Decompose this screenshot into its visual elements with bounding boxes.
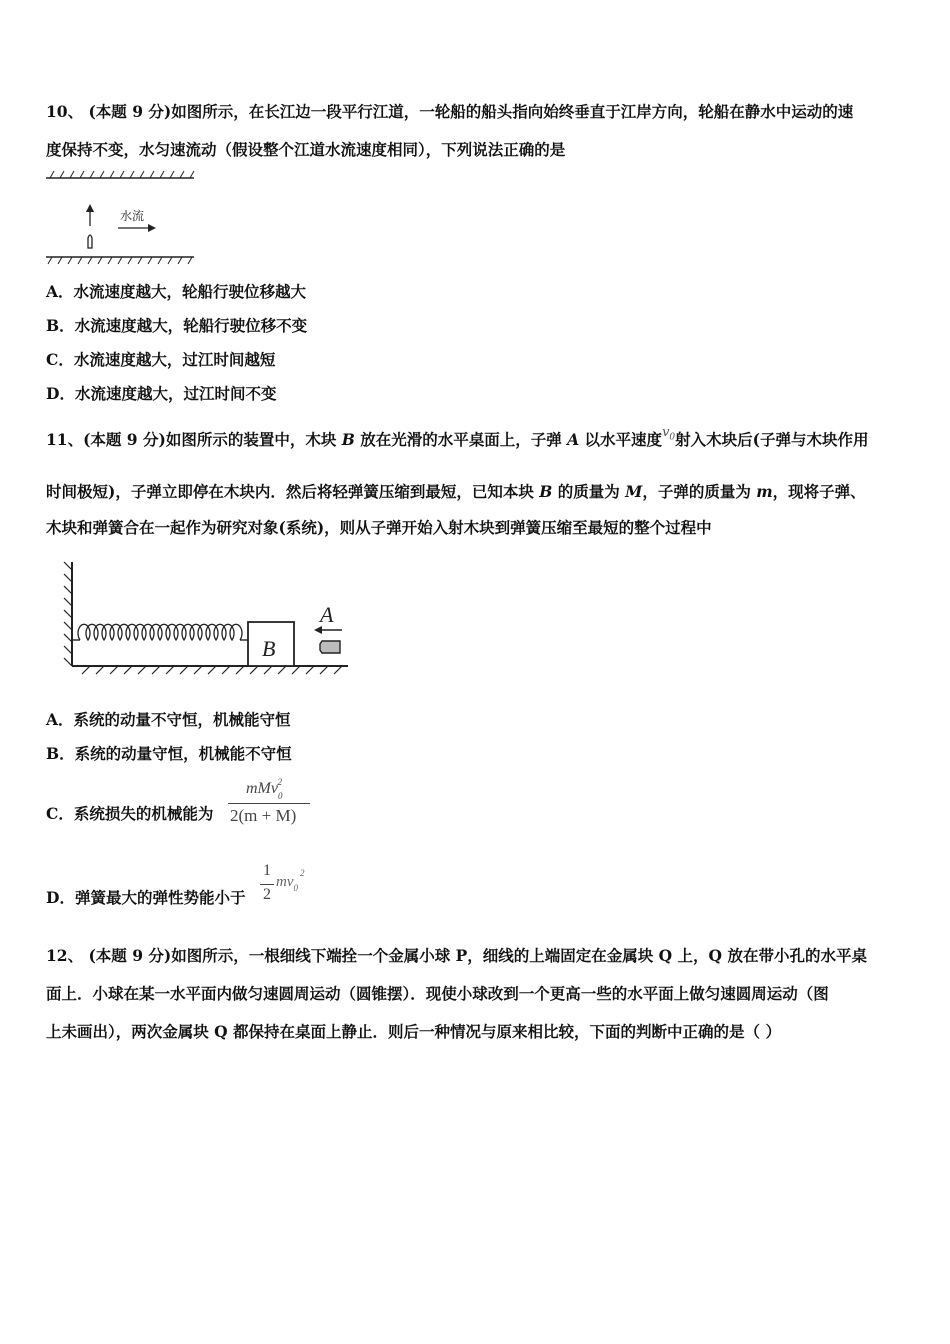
frac-d-expr [276,868,305,893]
frac-d-sub: 0 [293,883,298,893]
q11-v0: v [662,425,670,440]
q11-var-a: A [567,430,580,449]
q11-line-1-b: 放在光滑的水平桌面上，子弹 [354,430,568,449]
q12-line-1: 12、 (本题 9 分)如图所示，一根细线下端拴一个金属小球 P，细线的上端固定在金属块 Q 上，Q 放在带小孔的水平桌 [46,946,867,965]
q11-line-1 [46,425,869,457]
frac-d-numerator: 1 [263,862,271,879]
q11-line-3: 木块和弹簧合在一起作为研究对象(系统)，则从子弹开始入射木块到弹簧压缩至最短的整个过程中 [46,518,712,537]
q12-line-3: 上未画出），两次金属块 Q 都保持在桌面上静止．则后一种情况与原来相比较，下面的判断中正确的是（ ） [46,1022,781,1041]
q11-line-2-c: ，子弹的质量为 [642,482,757,501]
frac-c-num-text: mMv [246,780,278,797]
q10-option-c: C．水流速度越大，过江时间越短 [46,350,276,369]
q10-option-b: B．水流速度越大，轮船行驶位移不变 [46,316,308,335]
q11-line-2-a: 时间极短)，子弹立即停在木块内．然后将轻弹簧压缩到最短，已知本块 [46,482,540,501]
q11-var-m: m [756,482,773,501]
frac-d-bar [260,884,274,885]
block-b-label: B [262,636,276,661]
q10-option-d: D．水流速度越大，过江时间不变 [46,384,277,403]
q11-option-c: C．系统损失的机械能为 [46,804,214,823]
frac-c-num-sup: 2 [277,777,282,787]
q11-line-2-b: 的质量为 [552,482,626,501]
q11-option-a: A．系统的动量不守恒，机械能守恒 [46,710,291,729]
q11-line-1-a: 11、(本题 9 分)如图所示的装置中，木块 [46,430,342,449]
q12-line-2: 面上．小球在某一水平面内做匀速圆周运动（圆锥摆）．现使小球改到一个更高一些的水平面上做匀速圆周运动（图 [46,984,829,1003]
q11-var-b: B [341,430,355,449]
q10-line-1: 10、 (本题 9 分)如图所示，在长江边一段平行江道，一轮船的船头指向始终垂直于江岸方向，轮船在静水中运动的速 [46,102,854,121]
q11-line-1-d: 射入木块后(子弹与木块作用 [675,430,869,449]
q11-option-c-fraction [228,777,312,828]
q11-var-M: M [625,482,643,501]
q11-figure-spring-block [58,560,358,680]
q10-option-a: A．水流速度越大，轮船行驶位移越大 [46,282,307,301]
q10-figure-river [46,168,206,268]
frac-d-expr-text: mv [276,874,294,890]
q11-line-2-d: ，现将子弹、 [772,482,866,501]
frac-d-sup: 2 [300,868,305,878]
q11-line-2 [46,482,866,502]
q10-line-2: 度保持不变，水匀速流动（假设整个江道水流速度相同），下列说法正确的是 [46,140,566,159]
q11-v0-symbol [662,425,676,443]
frac-c-numerator [246,777,287,801]
frac-c-bar [228,803,310,804]
q11-line-1-c: 以水平速度 [579,430,663,449]
frac-c-denominator: 2(m + M) [230,806,297,825]
q11-option-d-fraction [260,862,320,910]
q11-v0-sub: 0 [669,432,676,443]
water-flow-label: 水流 [120,209,145,223]
frac-c-num-sub: 0 [277,791,283,801]
q11-var-b-2: B [539,482,553,501]
bullet-a-label: A [320,602,334,627]
frac-d-denominator: 2 [263,886,271,903]
q11-option-d: D．弹簧最大的弹性势能小于 [46,888,246,907]
q11-option-b: B．系统的动量守恒，机械能不守恒 [46,744,292,763]
